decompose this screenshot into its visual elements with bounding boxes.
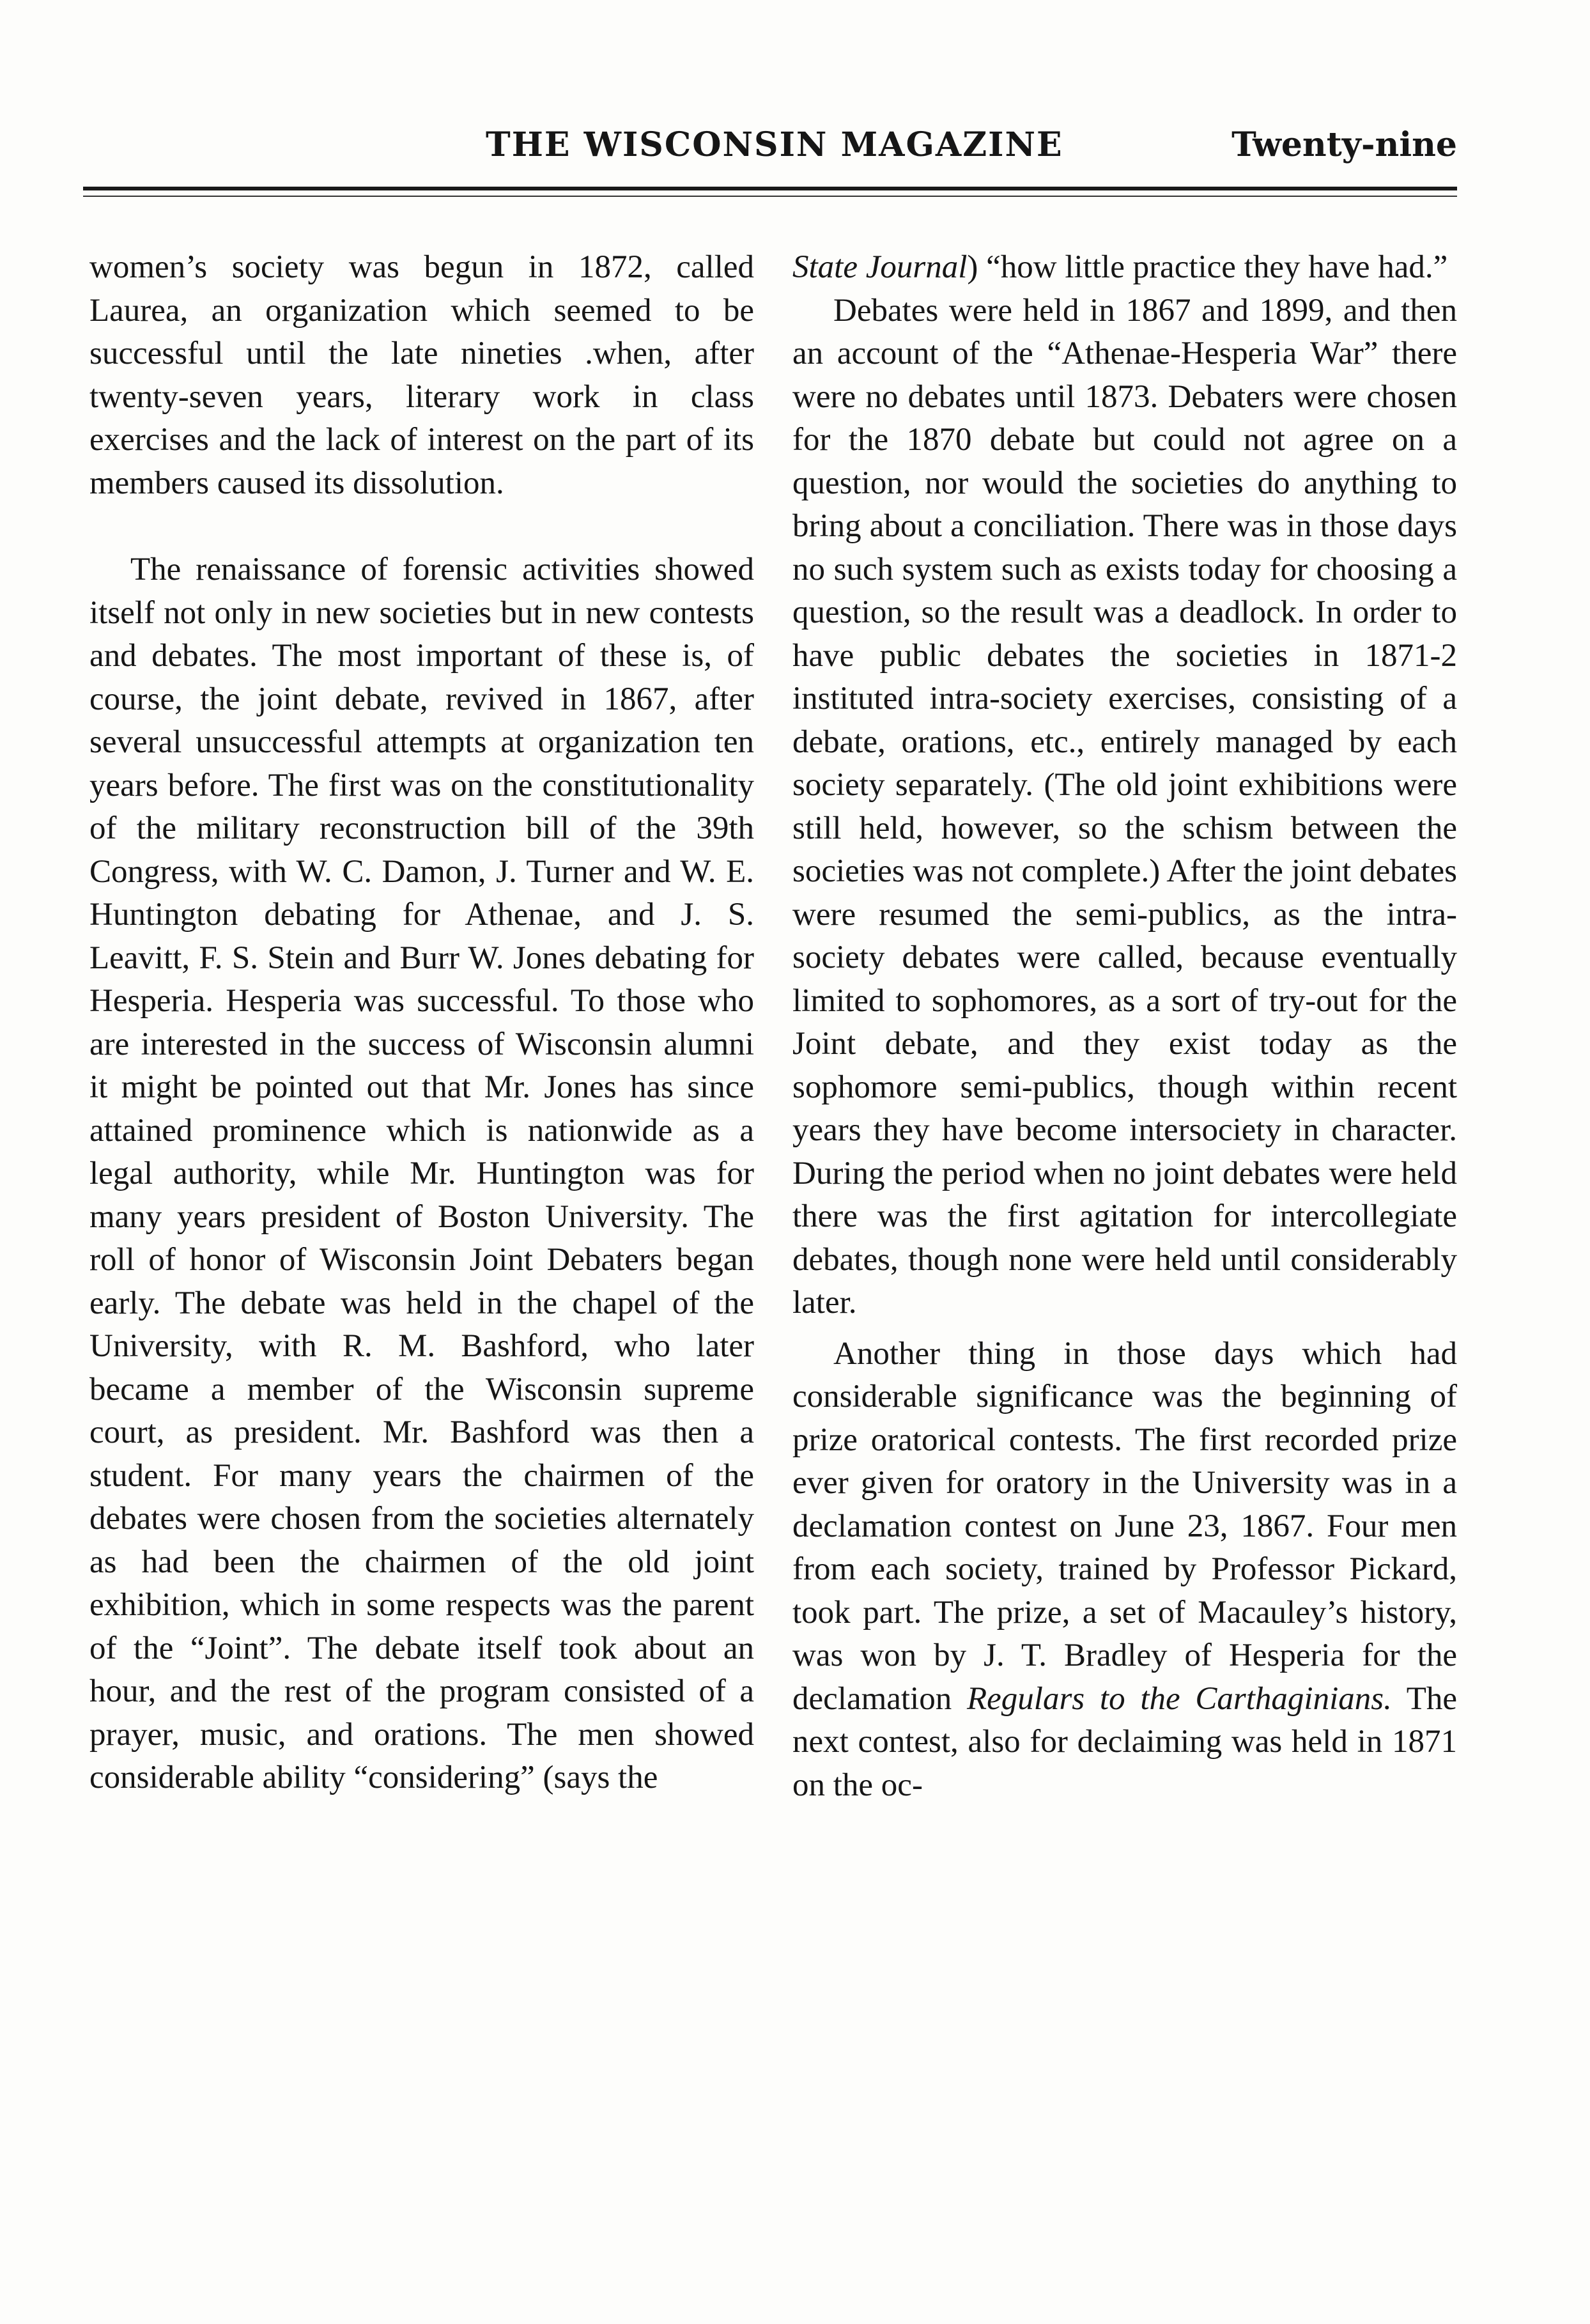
paragraph-debates: Debates were held in 1867 and 1899, and then an account of the “Athenae-Hesperia War” there were no debates until 1873. Debaters were chosen for the 1870 debate but could not agree on a question, nor would the societies do anything to bring about a conciliation. There was in those days no such system such as exists today for choosing a question, so the result was a deadlock. In order to have public debates the societies in 1871-2 instituted intra-society exercises, consisting of a debate, orations, etc., entirely managed by each society separately. (The old joint exhibitions were still held, however, so the schism between the societies was not complete.) After the joint debates were resumed the semi-publics, as the intra-society debates were called, because eventually limited to sophomores, as a sort of try-out for the Joint debate, and they exist today as the sophomore semi-publics, though within recent years they have become intersociety in character. During the period when no joint debates were held there was the first agitation for intercollegiate debates, though none were held until considerably later. (792, 292, 1457, 1321)
italic-newspaper-title: State Journal (792, 249, 968, 285)
header-rule-thick (83, 187, 1457, 190)
italic-declamation-title: Regulars to the Carthaginians. (966, 1680, 1392, 1717)
paragraph-gap (792, 1325, 1457, 1333)
header-rule-thin (83, 196, 1457, 197)
left-column (89, 246, 754, 1800)
paragraph-oratorical (792, 1333, 1457, 1808)
paragraph-laurea: women’s society was begun in 1872, called Laurea, an organization which seemed to be successful until the late nineties .when, after twenty-seven years, literary work in class exercises and the lack of interest on the part of its members caused its dissolution. (89, 249, 754, 501)
right-column (792, 246, 1457, 1807)
paragraph-gap (89, 505, 754, 548)
paragraph-quote-rest: ) “how little practice they have had.” (967, 249, 1448, 285)
paragraph-state-journal (792, 246, 1457, 290)
page-number: Twenty-nine (1231, 125, 1457, 164)
paragraph-renaissance: The renaissance of forensic activities showed itself not only in new societies but in new contests and debates. The most important of these is, of course, the joint debate, revived in 1867, after several unsuccessful attempts at organization ten years before. The first was on the constitutionality of the military reconstruction bill of the 39th Congress, with W. C. Damon, J. Turner and W. E. Huntington debating for Athenae, and J. S. Leavitt, F. S. Stein and Burr W. Jones debating for Hesperia. Hesperia was successful. To those who are interested in the success of Wisconsin alumni it might be pointed out that Mr. Jones has since attained prominence which is nationwide as a legal authority, while Mr. Huntington was for many years president of Boston University. The roll of honor of Wisconsin Joint Debaters began early. The debate was held in the chapel of the University, with R. M. Bashford, who later became a member of the Wisconsin supreme court, as president. Mr. Bashford was then a student. For many years the chairmen of the debates were chosen from the societies alternately as had been the chairmen of the old joint exhibition, which in some respects was the parent of the “Joint”. The debate itself took about an hour, and the rest of the program consisted of a prayer, music, and orations. The men showed considerable ability “considering” (says the (89, 552, 754, 1795)
text-run: The next contest, also for declaiming was held in 1871 on the oc- (792, 1680, 1457, 1803)
text-run: Another thing in those days which had considerable significance was the beginning of prize oratorical contests. The first recorded prize ever given for oratory in the University was in a declamation contest on June 23, 1867. Four men from each society, trained by Professor Pickard, took part. The prize, a set of Macauley’s history, was won by J. T. Bradley of Hesperia for the declamation (792, 1335, 1457, 1717)
magazine-title: THE WISCONSIN MAGAZINE (486, 125, 1063, 164)
running-header (89, 125, 1457, 176)
